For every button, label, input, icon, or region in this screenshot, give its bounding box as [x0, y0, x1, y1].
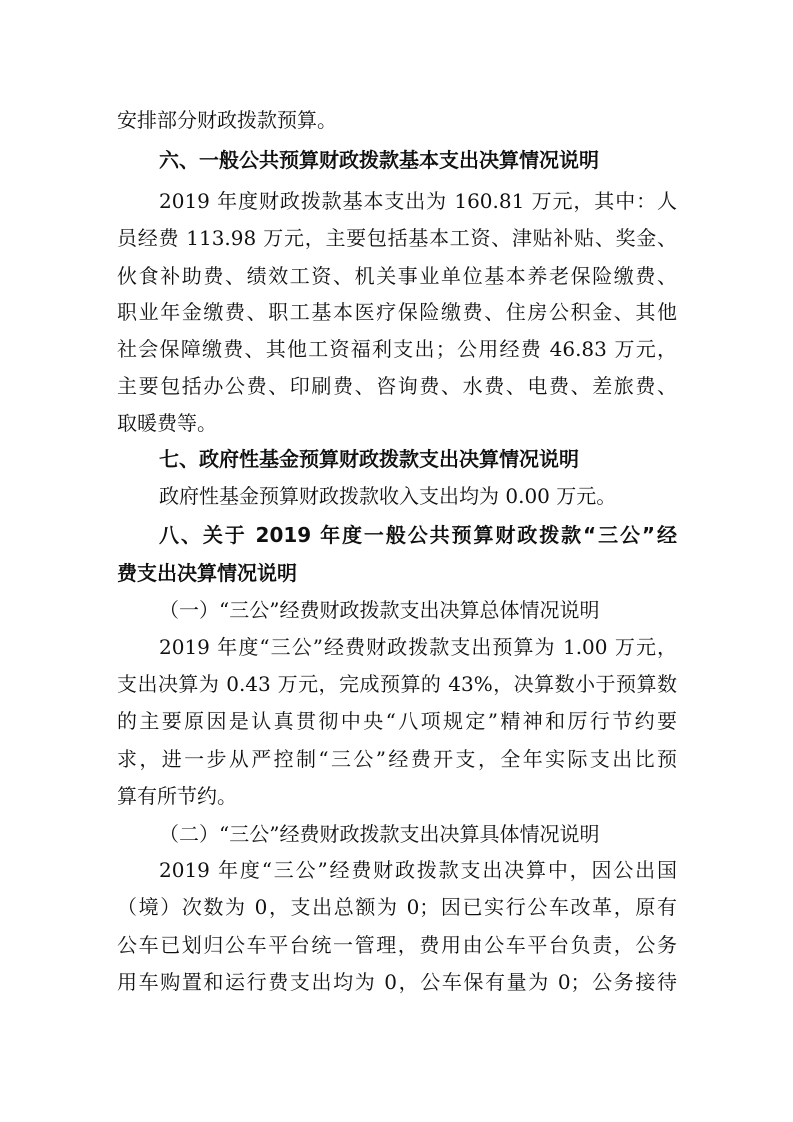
paragraph-line: 取暖费等。: [117, 411, 217, 435]
paragraph-line: 支出决算为 0.43 万元，完成预算的 43%，决算数小于预算数: [117, 672, 677, 696]
paragraph-line: 2019 年度财政拨款基本支出为 160.81 万元，其中：人: [159, 189, 677, 213]
paragraph-line: 社会保障缴费、其他工资福利支出；公用经费 46.83 万元，: [117, 337, 677, 361]
section-heading-6: 六、一般公共预算财政拨款基本支出决算情况说明: [159, 148, 599, 172]
subsection-heading-1: （一）“三公”经费财政拨款支出决算总体情况说明: [159, 598, 600, 622]
paragraph-line: 2019 年度“三公”经费财政拨款支出预算为 1.00 万元，: [159, 635, 677, 659]
paragraph-line: 政府性基金预算财政拨款收入支出均为 0.00 万元。: [159, 484, 617, 508]
paragraph-line: （境）次数为 0，支出总额为 0；因已实行公车改革，原有: [117, 895, 677, 919]
section-heading-7: 七、政府性基金预算财政拨款支出决算情况说明: [159, 447, 579, 471]
paragraph-line: 求，进一步从严控制“三公”经费开支，全年实际支出比预: [117, 747, 677, 771]
paragraph-line: 主要包括办公费、印刷费、咨询费、水费、电费、差旅费、: [117, 374, 677, 398]
paragraph-line: 公车已划归公车平台统一管理，费用由公车平台负责，公务: [117, 933, 677, 957]
paragraph-line: 2019 年度“三公”经费财政拨款支出决算中，因公出国: [159, 858, 677, 882]
section-heading-8-cont: 费支出决算情况说明: [117, 561, 297, 585]
paragraph-line: 的主要原因是认真贯彻中央“八项规定”精神和厉行节约要: [117, 709, 677, 733]
paragraph-line: 用车购置和运行费支出均为 0，公车保有量为 0；公务接待: [117, 970, 677, 994]
paragraph-line: 职业年金缴费、职工基本医疗保险缴费、住房公积金、其他: [117, 300, 677, 324]
paragraph-line: 安排部分财政拨款预算。: [117, 108, 337, 132]
paragraph-line: 员经费 113.98 万元，主要包括基本工资、津贴补贴、奖金、: [117, 226, 677, 250]
paragraph-line: 算有所节约。: [117, 784, 237, 808]
section-heading-8: 八、关于 2019 年度一般公共预算财政拨款“三公”经: [159, 523, 677, 547]
paragraph-line: 伙食补助费、绩效工资、机关事业单位基本养老保险缴费、: [117, 264, 677, 288]
subsection-heading-2: （二）“三公”经费财政拨款支出决算具体情况说明: [159, 822, 600, 846]
